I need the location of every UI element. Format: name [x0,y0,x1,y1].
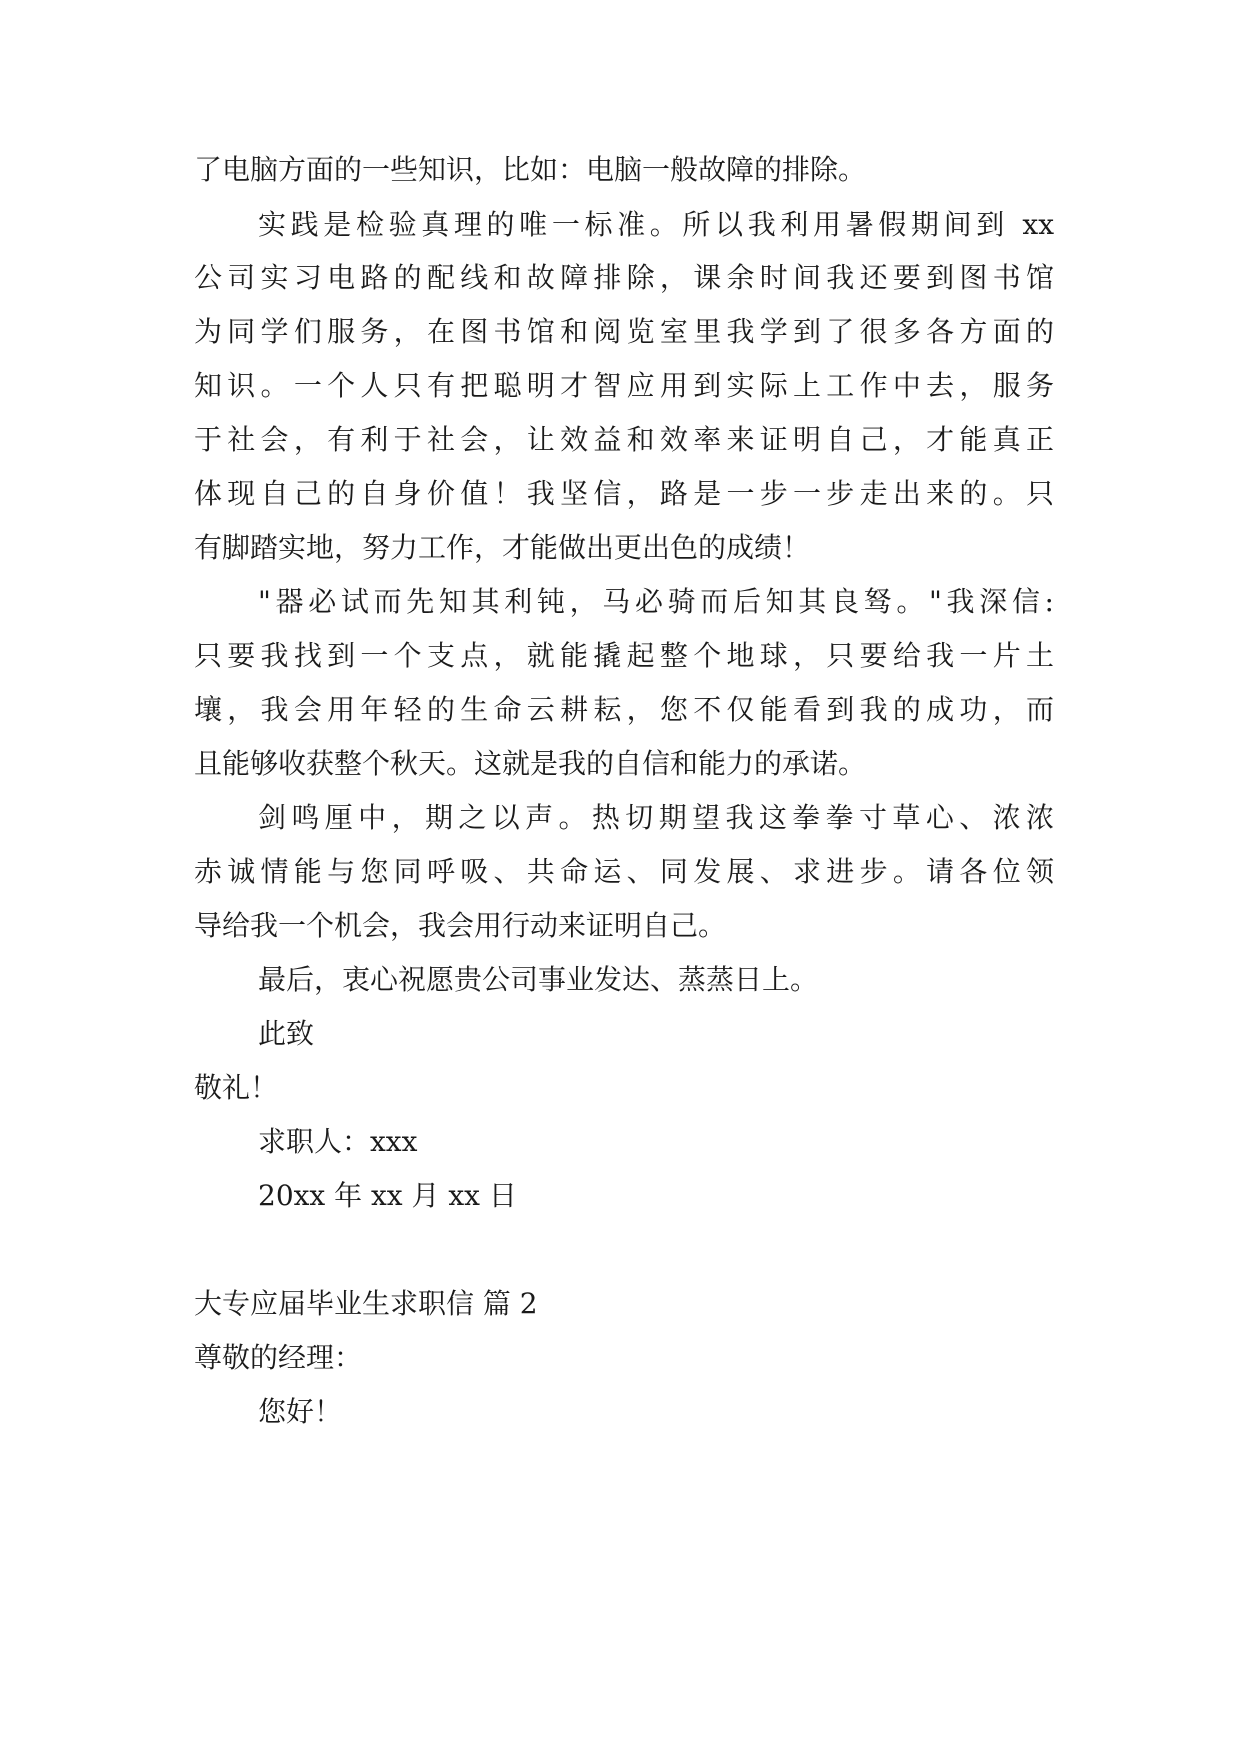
letter-hello: 您好！ [258,1395,343,1428]
paragraph-line: 于社会，有利于社会，让效益和效率来证明自己，才能真正 [194,423,1054,456]
paragraph-line: 剑鸣厘中，期之以声。热切期望我这拳拳寸草心、浓浓 [258,801,1054,834]
salutation-closing: 此致 [258,1017,315,1050]
letter-greeting: 尊敬的经理： [194,1341,363,1374]
signature-name: 求职人：xxx [258,1125,418,1158]
paragraph-line: 赤诚情能与您同呼吸、共命运、同发展、求进步。请各位领 [194,855,1054,888]
section-heading: 大专应届毕业生求职信 篇 2 [194,1287,538,1320]
closing-wish: 最后，衷心祝愿贵公司事业发达、蒸蒸日上。 [258,963,819,996]
paragraph-line: 了电脑方面的一些知识，比如：电脑一般故障的排除。 [194,153,867,186]
paragraph-line: 壤，我会用年轻的生命云耕耘，您不仅能看到我的成功，而 [194,693,1054,726]
paragraph-line: 导给我一个机会，我会用行动来证明自己。 [194,909,727,942]
paragraph-line: 且能够收获整个秋天。这就是我的自信和能力的承诺。 [194,747,867,780]
paragraph-line: 公司实习电路的配线和故障排除，课余时间我还要到图书馆 [194,261,1054,294]
paragraph-line: 只要我找到一个支点，就能撬起整个地球，只要给我一片土 [194,639,1054,672]
paragraph-line: 知识。一个人只有把聪明才智应用到实际上工作中去，服务 [194,369,1054,402]
salutation-respect: 敬礼！ [194,1071,279,1104]
paragraph-line: 有脚踏实地，努力工作，才能做出更出色的成绩！ [194,531,811,564]
signature-date: 20xx 年 xx 月 xx 日 [258,1179,517,1212]
paragraph-line: 实践是检验真理的唯一标准。所以我利用暑假期间到 xx [258,208,1054,241]
paragraph-line: "器必试而先知其利钝，马必骑而后知其良驽。"我深信: [258,585,1054,618]
paragraph-line: 为同学们服务，在图书馆和阅览室里我学到了很多各方面的 [194,315,1054,348]
paragraph-line: 体现自己的自身价值！我坚信，路是一步一步走出来的。只 [194,477,1054,510]
